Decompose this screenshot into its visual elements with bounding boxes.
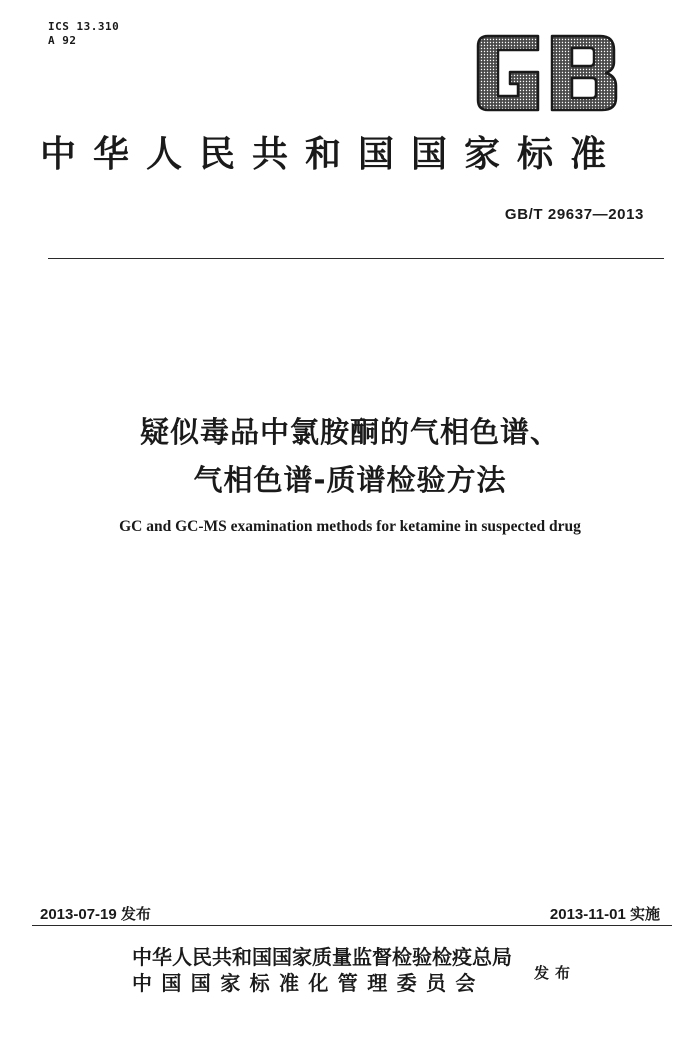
implement-date-block xyxy=(550,903,660,924)
chinese-title xyxy=(0,408,700,504)
standard-number: GB/T 29637—2013 xyxy=(504,206,644,223)
issuer-aqsiq: 中华人民共和国国家质量监督检验检疫总局 xyxy=(132,945,512,969)
issuer-sac: 中国国家标准化管理委员会 xyxy=(132,971,485,995)
implement-date: 2013-11-01 xyxy=(549,906,626,923)
implement-label: 实施 xyxy=(629,905,660,923)
english-title: GC and GC-MS examination methods for ketamine in suspected drug xyxy=(119,518,581,535)
ccs-code: A 92 xyxy=(48,34,77,47)
footer-divider xyxy=(32,925,672,926)
issue-label: 发布 xyxy=(120,905,151,923)
issue-date-block xyxy=(40,903,151,924)
ics-code: ICS 13.310 xyxy=(48,20,120,33)
gb-logo xyxy=(474,32,620,114)
publish-label: 发布 xyxy=(534,964,577,982)
chinese-title-line-2: 气相色谱-质谱检验方法 xyxy=(193,463,507,497)
issue-date: 2013-07-19 xyxy=(40,906,117,923)
header-divider xyxy=(48,258,664,259)
chinese-title-line-1: 疑似毒品中氯胺酮的气相色谱、 xyxy=(139,415,560,449)
issuing-authorities xyxy=(132,944,512,996)
classification-codes xyxy=(48,20,119,48)
organization-title: 中华人民共和国国家标准 xyxy=(40,133,624,175)
